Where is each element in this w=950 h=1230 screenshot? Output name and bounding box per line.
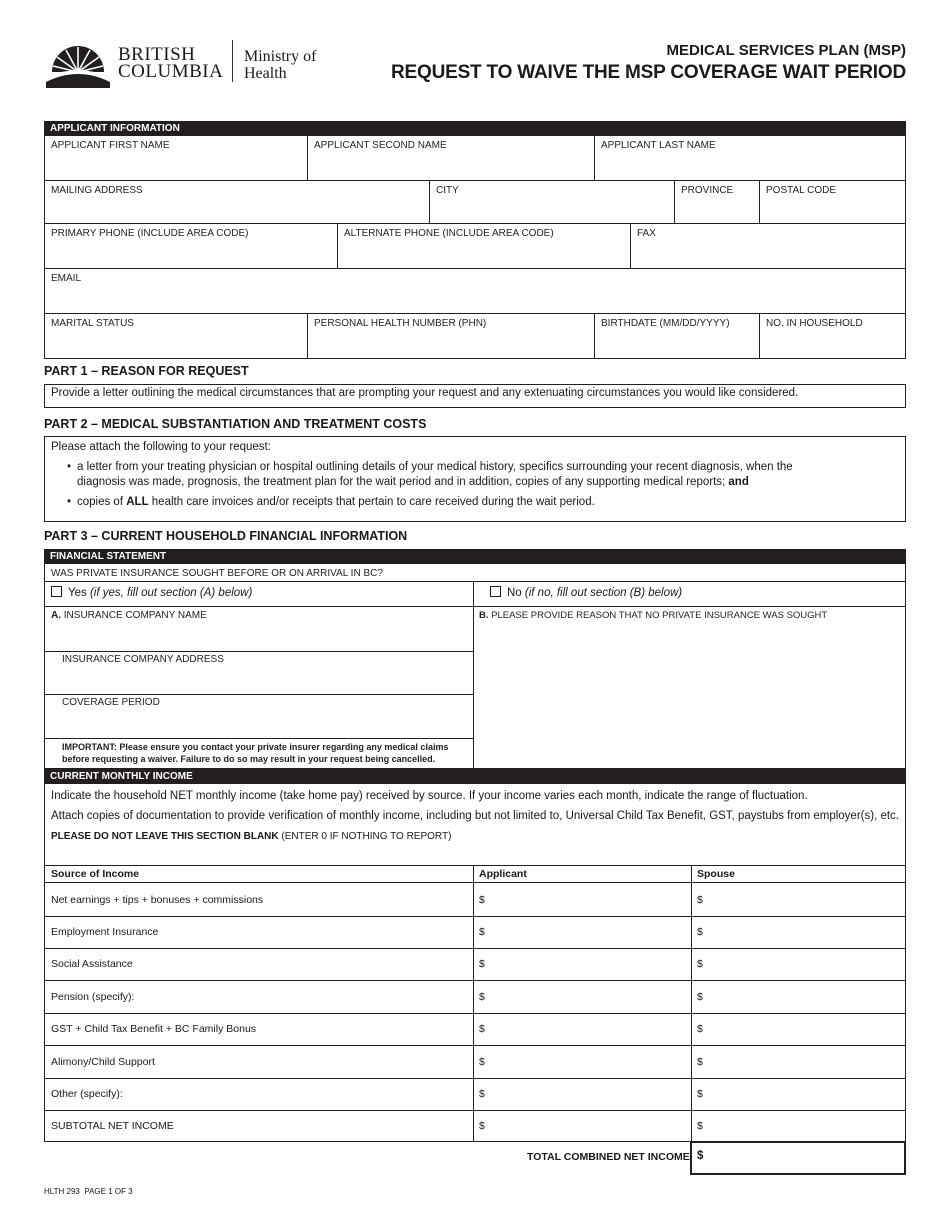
part2-intro: Please attach the following to your request: (51, 441, 271, 453)
section-header-income: CURRENT MONTHLY INCOME (44, 769, 906, 784)
coverage-period-field[interactable]: COVERAGE PERIOD (62, 697, 160, 708)
city-label: CITY (436, 185, 459, 196)
spouse-amount-input[interactable]: $ (697, 1023, 703, 1035)
insurance-company-name-label: INSURANCE COMPANY NAME (63, 610, 207, 621)
applicant-subtotal-input[interactable]: $ (479, 1120, 485, 1132)
city-field[interactable] (430, 181, 675, 224)
logo-line-columbia: COLUMBIA (118, 61, 224, 82)
applicant-amount-input[interactable]: $ (479, 958, 485, 970)
bullet2-text-a: copies of (77, 496, 127, 508)
total-currency: $ (697, 1150, 704, 1162)
first-name-label: APPLICANT FIRST NAME (51, 140, 170, 151)
bullet1-and: and (728, 476, 749, 488)
financial-section (44, 549, 906, 1175)
province-label: PROVINCE (681, 185, 734, 196)
email-field[interactable] (45, 269, 905, 314)
province-field[interactable] (675, 181, 760, 224)
part1-text: Provide a letter outlining the medical circumstances that are prompting your request and any extenuating circumstances you would like considered. (51, 387, 799, 399)
no-label: No (507, 587, 522, 599)
email-label: EMAIL (51, 273, 82, 284)
bc-sun-logo-icon (44, 38, 112, 88)
insurer-important-note: IMPORTANT: Please ensure you contact your private insurer regarding any medical claims before requesting a waiver. Failure to do so may result in your request being cancelled. (62, 742, 449, 764)
mailing-address-label: MAILING ADDRESS (51, 185, 143, 196)
income-source-label: Other (specify): (51, 1088, 123, 1100)
bullet1-line-a: a letter from your treating physician or hospital outlining details of your medical history, specifics surrounding your recent diagnosis, when the (77, 461, 793, 473)
bullet2-all: ALL (126, 496, 149, 508)
bullet-icon: • (67, 461, 72, 473)
section-b-prefix: B. (479, 610, 489, 621)
income-para-2: Attach copies of documentation to provide verification of monthly income, including but not limited to, Universal Child Tax Benefit, GST, paystubs from employer(s), etc. (51, 810, 899, 822)
insurance-question: WAS PRIVATE INSURANCE SOUGHT BEFORE OR ON ARRIVAL IN BC? (51, 568, 383, 579)
applicant-amount-input[interactable]: $ (479, 926, 485, 938)
form-footer (44, 1187, 133, 1196)
yes-label: Yes (68, 587, 87, 599)
second-name-label: APPLICANT SECOND NAME (314, 140, 447, 151)
income-source-label: Social Assistance (51, 958, 133, 970)
second-name-field[interactable] (308, 136, 595, 181)
applicant-amount-input[interactable]: $ (479, 1023, 485, 1035)
ministry-line-1: Ministry of (244, 48, 317, 65)
postal-code-field[interactable] (760, 181, 905, 224)
spouse-amount-input[interactable]: $ (697, 958, 703, 970)
part2-bullet-1 (51, 460, 899, 490)
col-header-spouse: Spouse (697, 868, 735, 880)
applicant-amount-input[interactable]: $ (479, 894, 485, 906)
form-title: REQUEST TO WAIVE THE MSP COVERAGE WAIT PERIOD (391, 62, 906, 83)
bc-government-logo (44, 38, 334, 90)
income-source-label: Net earnings + tips + bonuses + commissions (51, 894, 264, 906)
insurance-block (44, 564, 906, 769)
yes-option[interactable] (51, 586, 252, 599)
col-header-source: Source of Income (51, 868, 140, 880)
phn-field[interactable] (308, 314, 595, 358)
part2-bullet-2 (51, 495, 899, 510)
part2-instructions (44, 436, 906, 522)
logo-wordmark (118, 46, 223, 80)
col-header-applicant: Applicant (479, 868, 527, 880)
spouse-amount-input[interactable]: $ (697, 991, 703, 1003)
income-table (44, 865, 906, 1175)
alternate-phone-label: ALTERNATE PHONE (INCLUDE AREA CODE) (344, 228, 554, 239)
yes-note: (if yes, fill out section (A) below) (89, 587, 253, 599)
section-header-financial: FINANCIAL STATEMENT (44, 549, 906, 564)
applicant-amount-input[interactable]: $ (479, 991, 485, 1003)
no-checkbox[interactable] (490, 586, 501, 597)
spouse-amount-input[interactable]: $ (697, 926, 703, 938)
postal-code-label: POSTAL CODE (766, 185, 837, 196)
part2-heading: PART 2 – MEDICAL SUBSTANTIATION AND TREATMENT COSTS (44, 417, 427, 431)
total-combined-input[interactable] (690, 1141, 906, 1175)
primary-phone-label: PRIMARY PHONE (INCLUDE AREA CODE) (51, 228, 249, 239)
fax-field[interactable] (631, 224, 905, 269)
last-name-label: APPLICANT LAST NAME (601, 140, 716, 151)
spouse-amount-input[interactable]: $ (697, 1088, 703, 1100)
bullet2-text-b: health care invoices and/or receipts that pertain to care received during the wait period. (148, 496, 595, 508)
income-table-frame (44, 865, 906, 1142)
form-id: HLTH 293 (44, 1187, 80, 1196)
page-number: PAGE 1 OF 3 (84, 1187, 133, 1196)
income-source-label: GST + Child Tax Benefit + BC Family Bonus (51, 1023, 257, 1035)
yes-checkbox[interactable] (51, 586, 62, 597)
applicant-amount-input[interactable]: $ (479, 1088, 485, 1100)
no-insurance-reason-field[interactable] (479, 610, 827, 621)
no-option[interactable] (490, 586, 682, 599)
birthdate-field[interactable] (595, 314, 760, 358)
logo-divider (232, 40, 233, 82)
marital-status-field[interactable] (45, 314, 308, 358)
birthdate-label: BIRTHDATE (MM/DD/YYYY) (601, 318, 730, 329)
income-source-label: Employment Insurance (51, 926, 159, 938)
ministry-line-2: Health (244, 65, 287, 82)
marital-status-label: MARITAL STATUS (51, 318, 134, 329)
section-header-applicant: APPLICANT INFORMATION (44, 121, 906, 136)
spouse-amount-input[interactable]: $ (697, 1056, 703, 1068)
applicant-amount-input[interactable]: $ (479, 1056, 485, 1068)
household-count-label: NO. IN HOUSEHOLD (766, 318, 863, 329)
phn-label: PERSONAL HEALTH NUMBER (PHN) (314, 318, 487, 329)
logo-line-british: BRITISH (118, 44, 196, 65)
income-source-label: Alimony/Child Support (51, 1056, 155, 1068)
income-para-1: Indicate the household NET monthly income (take home pay) received by source. If your income varies each month, indicate the range of fluctuation. (51, 790, 808, 802)
income-instructions (44, 784, 906, 865)
bullet-icon: • (67, 496, 72, 508)
primary-phone-field[interactable] (45, 224, 338, 269)
household-count-field[interactable] (760, 314, 905, 358)
first-name-field[interactable] (45, 136, 308, 181)
form-program-title: MEDICAL SERVICES PLAN (MSP) (666, 42, 906, 59)
income-warning-rest: (ENTER 0 IF NOTHING TO REPORT) (278, 831, 452, 842)
alternate-phone-field[interactable] (338, 224, 631, 269)
no-insurance-reason-label: PLEASE PROVIDE REASON THAT NO PRIVATE INSURANCE WAS SOUGHT (491, 610, 828, 621)
insurance-company-address-field[interactable]: INSURANCE COMPANY ADDRESS (62, 654, 224, 665)
part3-heading: PART 3 – CURRENT HOUSEHOLD FINANCIAL INFORMATION (44, 529, 408, 543)
bullet1-line-b: diagnosis was made, prognosis, the treatment plan for the wait period and in addition, copies of any supporting medical reports; (77, 476, 729, 488)
last-name-field[interactable] (595, 136, 905, 181)
applicant-grid (44, 136, 906, 359)
fax-label: FAX (637, 228, 656, 239)
ministry-name (244, 48, 316, 82)
applicant-information-section (44, 121, 906, 359)
spouse-amount-input[interactable]: $ (697, 894, 703, 906)
part1-instructions (44, 384, 906, 408)
insurance-company-name-field[interactable] (51, 610, 207, 621)
income-warning-bold: PLEASE DO NOT LEAVE THIS SECTION BLANK (51, 831, 279, 842)
no-note: (if no, fill out section (B) below) (524, 587, 683, 599)
total-combined-label: TOTAL COMBINED NET INCOME (527, 1151, 690, 1163)
section-a-prefix: A. (51, 610, 61, 621)
income-source-label: Pension (specify): (51, 991, 135, 1003)
part1-heading: PART 1 – REASON FOR REQUEST (44, 364, 249, 378)
spouse-subtotal-input[interactable]: $ (697, 1120, 703, 1132)
mailing-address-field[interactable] (45, 181, 430, 224)
income-source-label: SUBTOTAL NET INCOME (51, 1120, 174, 1132)
